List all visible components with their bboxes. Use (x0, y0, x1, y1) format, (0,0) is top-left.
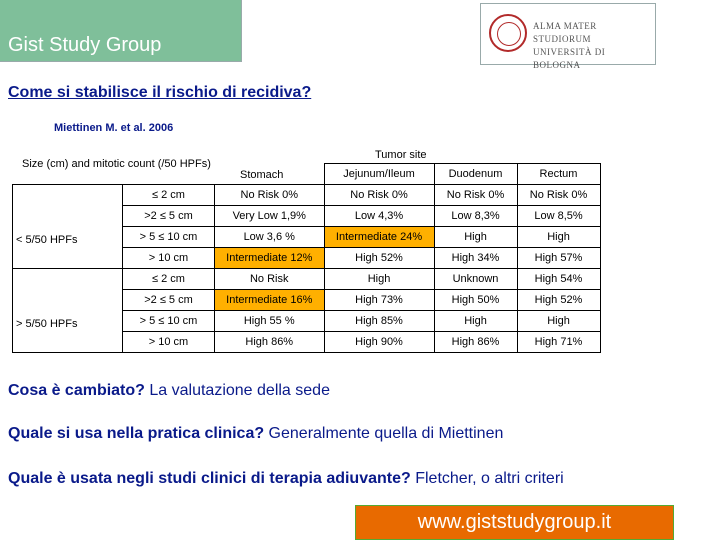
question-2 (8, 425, 503, 443)
table-row (13, 269, 601, 290)
university-seal-icon (489, 14, 527, 52)
risk-cell: Low 4,3% (324, 206, 434, 227)
risk-cell: Very Low 1,9% (215, 206, 325, 227)
question-2-a: Generalmente quella di Miettinen (264, 425, 504, 442)
reference-citation: Miettinen M. et al. 2006 (54, 122, 174, 134)
risk-cell: Unknown (434, 269, 517, 290)
group-label-low-mitotic: < 5/50 HPFs (16, 234, 78, 246)
size-cell: ≤ 2 cm (123, 269, 215, 290)
risk-cell: High 34% (434, 248, 517, 269)
size-cell: > 5 ≤ 10 cm (123, 227, 215, 248)
column-header-rectum: Rectum (517, 164, 600, 185)
size-cell: ≤ 2 cm (123, 185, 215, 206)
risk-cell: High (434, 227, 517, 248)
risk-cell: High 55 % (215, 311, 325, 332)
size-cell: > 5 ≤ 10 cm (123, 311, 215, 332)
logo-line-2: UNIVERSITÀ DI BOLOGNA (533, 47, 606, 70)
risk-cell: Low 8,5% (517, 206, 600, 227)
risk-cell: No Risk (215, 269, 325, 290)
column-header-stomach: Stomach (240, 169, 284, 181)
risk-cell: High 52% (324, 248, 434, 269)
question-3 (8, 470, 564, 488)
tumor-site-header: Tumor site (375, 149, 427, 161)
column-header-jejunum: Jejunum/Ileum (324, 164, 434, 185)
question-1-a: La valutazione della sede (144, 382, 330, 399)
header-banner (0, 0, 242, 62)
risk-cell: High (517, 311, 600, 332)
university-logo (480, 3, 656, 70)
risk-cell: High 54% (517, 269, 600, 290)
risk-cell: No Risk 0% (215, 185, 325, 206)
risk-cell-highlighted: Intermediate 16% (215, 290, 325, 311)
risk-table (12, 163, 601, 353)
question-3-q: Quale è usata negli studi clinici di terapia adiuvante? (8, 470, 411, 487)
risk-cell: High 52% (517, 290, 600, 311)
question-1-q: Cosa è cambiato? (8, 382, 145, 399)
logo-text (533, 20, 655, 72)
risk-cell: High (434, 311, 517, 332)
website-link[interactable]: www.giststudygroup.it (355, 505, 674, 540)
risk-cell: High 86% (434, 332, 517, 353)
risk-cell-highlighted: Intermediate 12% (215, 248, 325, 269)
risk-cell: Low 8,3% (434, 206, 517, 227)
size-cell: >2 ≤ 5 cm (123, 206, 215, 227)
logo-line-1: ALMA MATER STUDIORUM (533, 21, 597, 44)
risk-cell: High (324, 269, 434, 290)
header-title: Gist Study Group (8, 34, 162, 56)
risk-cell-highlighted: Intermediate 24% (324, 227, 434, 248)
risk-cell: High 73% (324, 290, 434, 311)
size-cell: > 10 cm (123, 248, 215, 269)
table-row (13, 185, 601, 206)
risk-cell: No Risk 0% (434, 185, 517, 206)
risk-cell: No Risk 0% (324, 185, 434, 206)
risk-cell: High 57% (517, 248, 600, 269)
risk-cell: High 90% (324, 332, 434, 353)
risk-cell: High (517, 227, 600, 248)
risk-cell: No Risk 0% (517, 185, 600, 206)
slide-title: Come si stabilisce il rischio di recidiva? (8, 84, 312, 101)
question-2-q: Quale si usa nella pratica clinica? (8, 425, 265, 442)
question-3-a: Fletcher, o altri criteri (410, 470, 564, 487)
question-1 (8, 382, 330, 400)
size-cell: > 10 cm (123, 332, 215, 353)
table-header-row (13, 164, 601, 185)
risk-cell: High 86% (215, 332, 325, 353)
size-header: Size (cm) and mitotic count (/50 HPFs) (22, 158, 211, 170)
group-label-high-mitotic: > 5/50 HPFs (16, 318, 78, 330)
risk-cell: High 85% (324, 311, 434, 332)
risk-cell: High 71% (517, 332, 600, 353)
risk-cell: Low 3,6 % (215, 227, 325, 248)
size-cell: >2 ≤ 5 cm (123, 290, 215, 311)
column-header-duodenum: Duodenum (434, 164, 517, 185)
risk-cell: High 50% (434, 290, 517, 311)
